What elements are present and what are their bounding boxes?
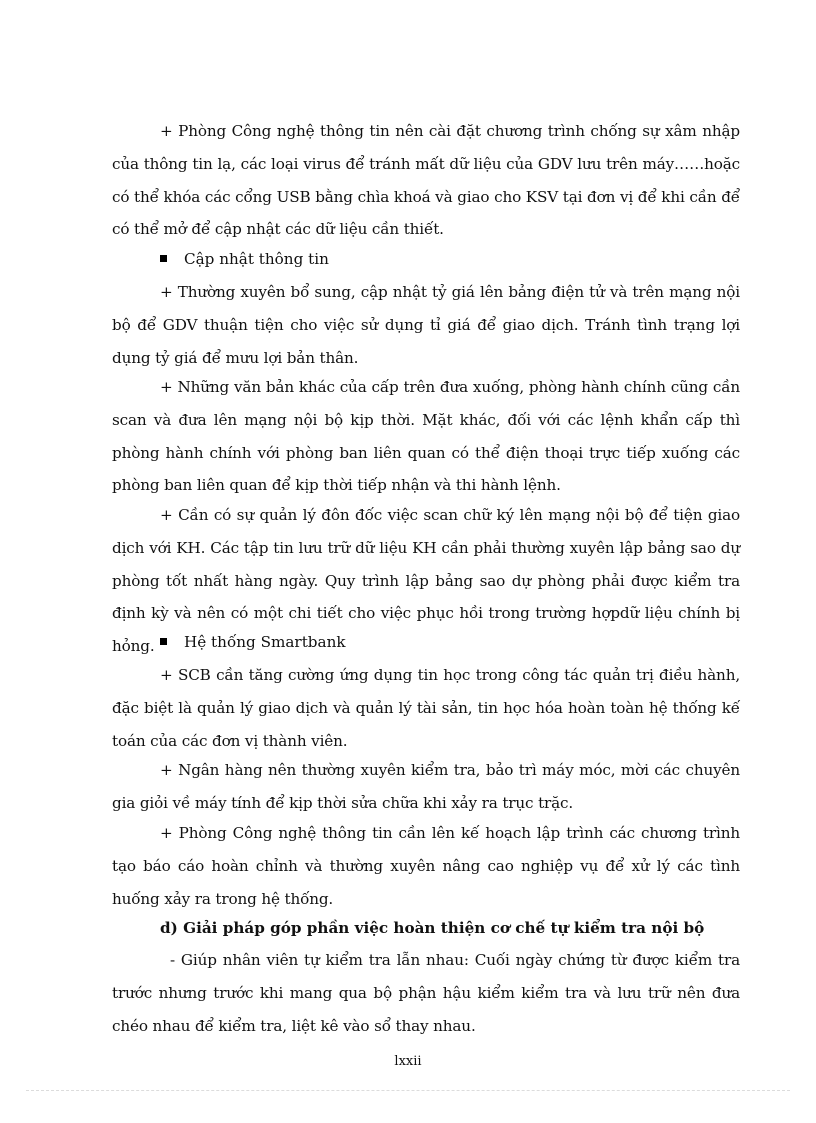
paragraph-documents: + Những văn bản khác của cấp trên đưa xuống, phòng hành chính cũng cần scan và đưa lên mạng nội bộ kịp thời. Mặt khác, đối với các lệnh khẩn cấp thì phòng hành chính với phòng ban liên quan có thể điện thoại trực tiếp xuống các phòng ban liên quan để kịp thời tiếp nhận và thi hành lệnh. <box>112 378 740 495</box>
paragraph-maintenance: + Ngân hàng nên thường xuyên kiểm tra, bảo trì máy móc, mời các chuyên gia giỏi về máy tính để kịp thời sửa chữa khi xảy ra trục trặc. <box>112 761 740 812</box>
square-bullet-icon <box>160 255 167 262</box>
section-heading-internal-audit: d) Giải pháp góp phần việc hoàn thiện cơ chế tự kiểm tra nội bộ <box>160 919 705 937</box>
paragraph-reporting: + Phòng Công nghệ thông tin cần lên kế hoạch lập trình các chương trình tạo báo cáo hoàn chỉnh và thường xuyên nâng cao nghiệp vụ để xử lý các tình huống xảy ra trong hệ thống. <box>112 824 740 908</box>
paragraph-cross-check: - Giúp nhân viên tự kiểm tra lẫn nhau: Cuối ngày chứng từ được kiểm tra trước nhưng trước khi mang qua bộ phận hậu kiểm kiểm tra và lưu trữ nên đưa chéo nhau để kiểm tra, liệt kê vào sổ thay nhau. <box>112 951 740 1035</box>
bullet-label: Cập nhật thông tin <box>184 250 329 268</box>
paragraph-scb-it: + SCB cần tăng cường ứng dụng tin học trong công tác quản trị điều hành, đặc biệt là quản lý giao dịch và quản lý tài sản, tin học hóa hoàn toàn hệ thống kế toán của các đơn vị thành viên. <box>112 666 740 750</box>
square-bullet-icon <box>160 638 167 645</box>
bullet-label: Hệ thống Smartbank <box>184 633 346 651</box>
footer-divider <box>26 1090 790 1091</box>
paragraph-it-security: + Phòng Công nghệ thông tin nên cài đặt chương trình chống sự xâm nhập của thông tin lạ, các loại virus để tránh mất dữ liệu của GDV lưu trên máy……hoặc có thể khóa các cổng USB bằng chìa khoá và giao cho KSV tại đơn vị để khi cần để có thể mở để cập nhật các dữ liệu cần thiết. <box>112 122 740 239</box>
page-number: lxxii <box>394 1054 422 1069</box>
bullet-update-info <box>160 243 329 276</box>
paragraph-exchange-rate: + Thường xuyên bổ sung, cập nhật tỷ giá lên bảng điện tử và trên mạng nội bộ để GDV thuận tiện cho việc sử dụng tỉ giá để giao dịch. Tránh tình trạng lợi dụng tỷ giá để mưu lợi bản thân. <box>112 283 740 367</box>
paragraph-signature-scan: + Cần có sự quản lý đôn đốc việc scan chữ ký lên mạng nội bộ để tiện giao dịch với KH. Các tập tin lưu trữ dữ liệu KH cần phải thường xuyên lập bảng sao dự phòng tốt nhất hàng ngày. Quy trình lập bảng sao dự phòng phải được kiểm tra định kỳ và nên có một chi tiết cho việc phục hồi trong trường hợpdữ liệu chính bị hỏng. <box>112 506 740 656</box>
bullet-smartbank <box>160 626 346 659</box>
